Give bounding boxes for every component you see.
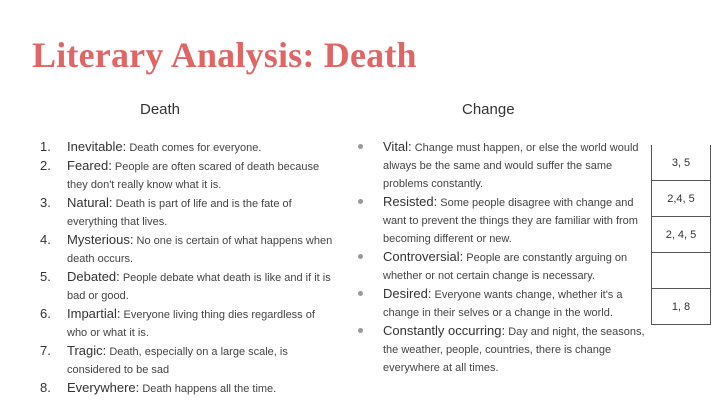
item-text: People debate what death is like and if it is bad or good. xyxy=(67,272,331,302)
item-term: Vital: xyxy=(383,139,412,154)
table-row xyxy=(652,145,711,181)
item-term: Desired: xyxy=(383,286,432,301)
table-cell xyxy=(652,253,711,289)
change-item xyxy=(355,193,647,248)
item-text: Death happens all the time. xyxy=(142,383,277,395)
bullet-dot-icon xyxy=(358,291,363,296)
item-term: Debated: xyxy=(67,269,120,284)
table-row xyxy=(652,181,711,217)
item-number: 8. xyxy=(40,380,51,395)
item-text: People are constantly arguing on whether or not certain change is necessary. xyxy=(383,252,628,282)
table-cell: 1, 8 xyxy=(652,289,711,325)
bullet-dot-icon xyxy=(358,328,363,333)
change-list xyxy=(355,138,647,377)
change-item xyxy=(355,285,647,322)
item-text: Death, especially on a large scale, is considered to be sad xyxy=(67,346,288,376)
table-row xyxy=(652,217,711,253)
item-term: Controversial: xyxy=(383,249,464,264)
bullet-dot-icon xyxy=(358,199,363,204)
item-term: Everywhere: xyxy=(67,380,140,395)
item-number: 4. xyxy=(40,232,51,247)
item-term: Resisted: xyxy=(383,194,438,209)
death-item xyxy=(40,379,335,398)
table-row xyxy=(652,289,711,325)
table-cell: 2,4, 5 xyxy=(652,181,711,217)
answer-table xyxy=(651,145,711,325)
item-text: Change must happen, or else the world would always be the same and would suffer the same problems constantly. xyxy=(383,142,639,190)
item-text: Everyone living thing dies regardless of who or what it is. xyxy=(67,309,315,339)
death-item xyxy=(40,268,335,305)
item-number: 3. xyxy=(40,195,51,210)
death-list xyxy=(40,138,335,398)
table-cell: 2, 4, 5 xyxy=(652,217,711,253)
item-term: Constantly occurring: xyxy=(383,323,506,338)
death-item xyxy=(40,194,335,231)
item-text: No one is certain of what happens when death occurs. xyxy=(67,235,333,265)
change-item xyxy=(355,248,647,285)
item-number: 5. xyxy=(40,269,51,284)
change-item xyxy=(355,322,647,377)
item-term: Tragic: xyxy=(67,343,107,358)
slide-title: Literary Analysis: Death xyxy=(32,35,417,75)
death-item xyxy=(40,157,335,194)
item-term: Mysterious: xyxy=(67,232,134,247)
item-number: 1. xyxy=(40,139,51,154)
item-text: Death is part of life and is the fate of everything that lives. xyxy=(67,198,292,228)
death-item xyxy=(40,342,335,379)
death-item xyxy=(40,231,335,268)
item-term: Impartial: xyxy=(67,306,121,321)
item-text: Some people disagree with change and want to prevent the things they are familiar with from becoming different or new. xyxy=(383,197,638,245)
change-item xyxy=(355,138,647,193)
item-term: Feared: xyxy=(67,158,112,173)
item-text: Everyone wants change, whether it's a change in their selves or a change in the world. xyxy=(383,289,623,319)
death-column-header: Death xyxy=(140,101,181,118)
item-number: 7. xyxy=(40,343,51,358)
item-text: Death comes for everyone. xyxy=(129,142,262,154)
table-cell: 3, 5 xyxy=(652,145,711,181)
item-number: 6. xyxy=(40,306,51,321)
bullet-dot-icon xyxy=(358,144,363,149)
death-item xyxy=(40,305,335,342)
item-text: People are often scared of death because they don't really know what it is. xyxy=(67,161,320,191)
table-row xyxy=(652,253,711,289)
death-item xyxy=(40,138,335,157)
item-term: Inevitable: xyxy=(67,139,127,154)
bullet-dot-icon xyxy=(358,254,363,259)
item-text: Day and night, the seasons, the weather, people, countries, there is change everywhere at all times. xyxy=(383,326,645,374)
item-number: 2. xyxy=(40,158,51,173)
change-column-header: Change xyxy=(462,101,515,118)
item-term: Natural: xyxy=(67,195,113,210)
